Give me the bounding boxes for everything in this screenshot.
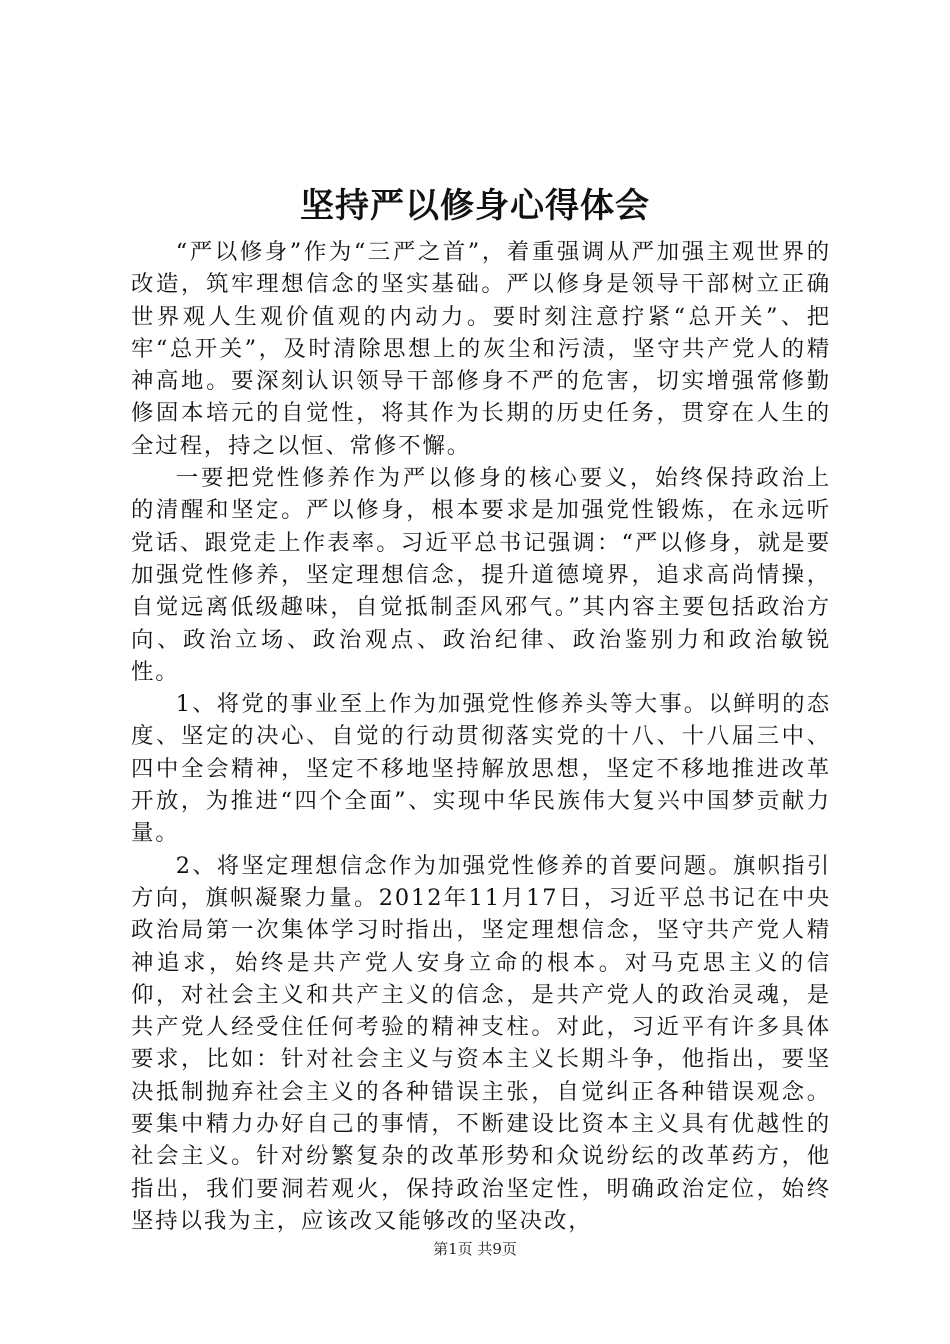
- document-body: [131, 236, 831, 1237]
- paragraph-party-spirit: 一要把党性修养作为严以修身的核心要义，始终保持政治上的清醒和坚定。严以修身，根本要求是加强党性锻炼，在永远听党话、跟党走上作表率。习近平总书记强调：“严以修身，就是要加强党性修养，坚定理想信念，提升道德境界，追求高尚情操，自觉远离低级趣味，自觉抵制歪风邪气。”其内容主要包括政治方向、政治立场、政治观点、政治纪律、政治鉴别力和政治敏锐性。: [131, 465, 831, 685]
- paragraph-point-1: 1、将党的事业至上作为加强党性修养头等大事。以鲜明的态度、坚定的决心、自觉的行动贯彻落实党的十八、十八届三中、四中全会精神，坚定不移地坚持解放思想，坚定不移地推进改革开放，为推进“四个全面”、实现中华民族伟大复兴中国梦贡献力量。: [131, 691, 831, 847]
- document-title: 坚持严以修身心得体会: [300, 186, 650, 226]
- paragraph-point-2: 2、将坚定理想信念作为加强党性修养的首要问题。旗帜指引方向，旗帜凝聚力量。2012年11月17日，习近平总书记在中央政治局第一次集体学习时指出，坚定理想信念，坚守共产党人精神追求，始终是共产党人安身立命的根本。对马克思主义的信仰，对社会主义和共产主义的信念，是共产党人的政治灵魂，是共产党人经受住任何考验的精神支柱。对此，习近平有许多具体要求，比如：针对社会主义与资本主义长期斗争，他指出，要坚决抵制抛弃社会主义的各种错误主张，自觉纠正各种错误观念。要集中精力办好自己的事情，不断建设比资本主义具有优越性的社会主义。针对纷繁复杂的改革形势和众说纷纭的改革药方，他指出，我们要洞若观火，保持政治坚定性，明确政治定位，始终坚持以我为主，应该改又能够改的坚决改，: [131, 852, 831, 1234]
- page-number-footer: 第1页 共9页: [433, 1240, 517, 1258]
- paragraph-intro: “严以修身”作为“三严之首”，着重强调从严加强主观世界的改造，筑牢理想信念的坚实基础。严以修身是领导干部树立正确世界观人生观价值观的内动力。要时刻注意拧紧“总开关”、把牢“总开关”，及时清除思想上的灰尘和污渍，坚守共产党人的精神高地。要深刻认识领导干部修身不严的危害，切实增强常修勤修固本培元的自觉性，将其作为长期的历史任务，贯穿在人生的全过程，持之以恒、常修不懈。: [131, 239, 831, 459]
